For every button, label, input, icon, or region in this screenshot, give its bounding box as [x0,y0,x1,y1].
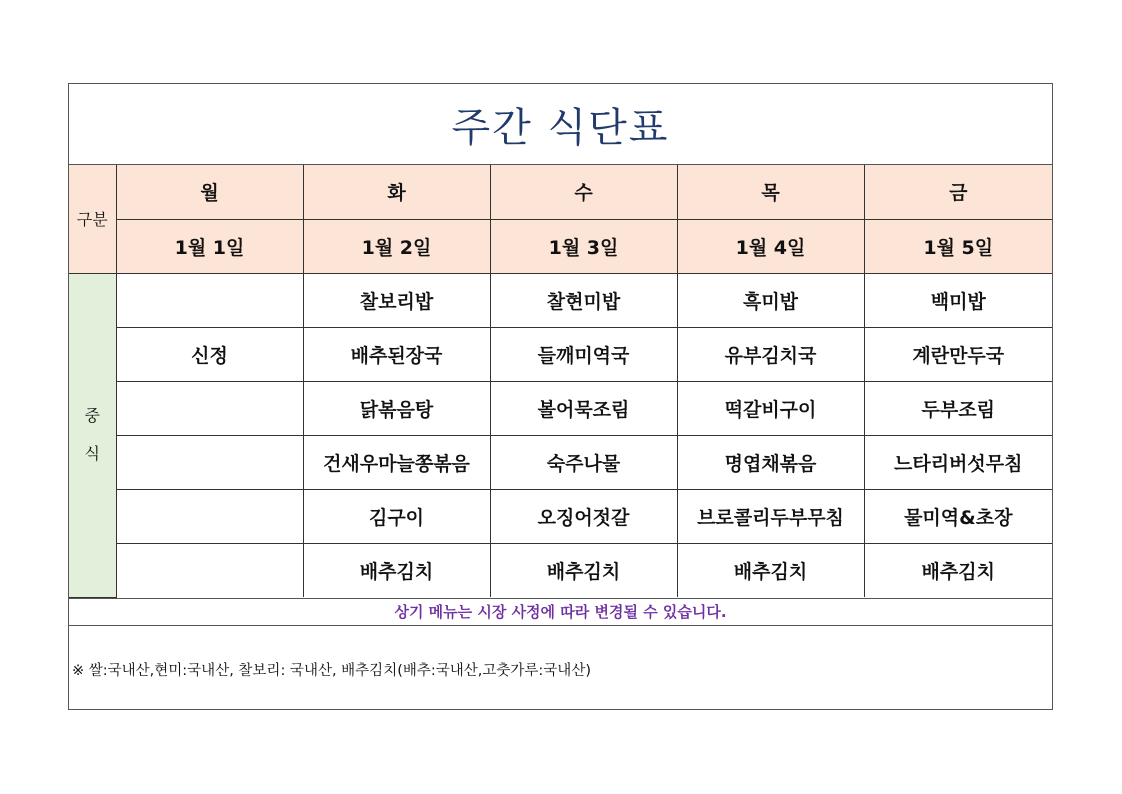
menu-cell: 두부조림 [864,381,1052,435]
menu-cell [116,489,303,543]
menu-cell [116,543,303,597]
menu-table [69,165,1052,598]
menu-cell: 건새우마늘쫑볶음 [303,435,490,489]
menu-row [69,381,1052,435]
menu-cell: 흑미밥 [677,273,864,327]
menu-cell: 배추김치 [677,543,864,597]
origin-row [69,626,1052,714]
menu-cell [116,435,303,489]
title-row [69,84,1052,165]
day-header: 목 [677,165,864,219]
day-header: 월 [116,165,303,219]
day-header: 수 [490,165,677,219]
menu-cell: 물미역&초장 [864,489,1052,543]
meal-label-lunch [69,273,116,597]
date-header: 1월 4일 [677,219,864,273]
menu-cell [116,273,303,327]
menu-sheet [68,83,1053,710]
menu-row [69,435,1052,489]
menu-cell: 닭볶음탕 [303,381,490,435]
menu-cell: 배추김치 [864,543,1052,597]
menu-cell: 배추김치 [490,543,677,597]
menu-cell: 떡갈비구이 [677,381,864,435]
day-header-row [69,165,1052,219]
menu-cell: 오징어젓갈 [490,489,677,543]
menu-cell: 브로콜리두부무침 [677,489,864,543]
menu-cell [116,381,303,435]
date-header: 1월 5일 [864,219,1052,273]
day-header: 금 [864,165,1052,219]
menu-cell: 찰현미밥 [490,273,677,327]
menu-cell: 볼어묵조림 [490,381,677,435]
origin-note: ※ 쌀:국내산,현미:국내산, 찰보리: 국내산, 배추김치(배추:국내산,고춧가루:국내산) [72,663,591,679]
date-header-row [69,219,1052,273]
menu-cell: 배추된장국 [303,327,490,381]
menu-row [69,273,1052,327]
date-header: 1월 2일 [303,219,490,273]
date-header: 1월 1일 [116,219,303,273]
menu-cell: 백미밥 [864,273,1052,327]
menu-row [69,327,1052,381]
meal-label-char: 중 [84,405,100,425]
menu-cell: 들깨미역국 [490,327,677,381]
date-header: 1월 3일 [490,219,677,273]
menu-cell: 숙주나물 [490,435,677,489]
meal-label-char: 식 [84,444,100,463]
menu-cell: 찰보리밥 [303,273,490,327]
menu-cell: 배추김치 [303,543,490,597]
holiday-cell: 신정 [116,327,303,381]
page-title: 주간 식단표 [451,104,670,151]
category-label: 구분 [69,165,116,273]
menu-row [69,543,1052,597]
notice-row [69,598,1052,626]
menu-row [69,489,1052,543]
day-header: 화 [303,165,490,219]
menu-cell: 느타리버섯무침 [864,435,1052,489]
menu-cell: 김구이 [303,489,490,543]
menu-cell: 명엽채볶음 [677,435,864,489]
notice-text: 상기 메뉴는 시장 사정에 따라 변경될 수 있습니다. [394,603,727,621]
menu-cell: 유부김치국 [677,327,864,381]
menu-cell: 계란만두국 [864,327,1052,381]
